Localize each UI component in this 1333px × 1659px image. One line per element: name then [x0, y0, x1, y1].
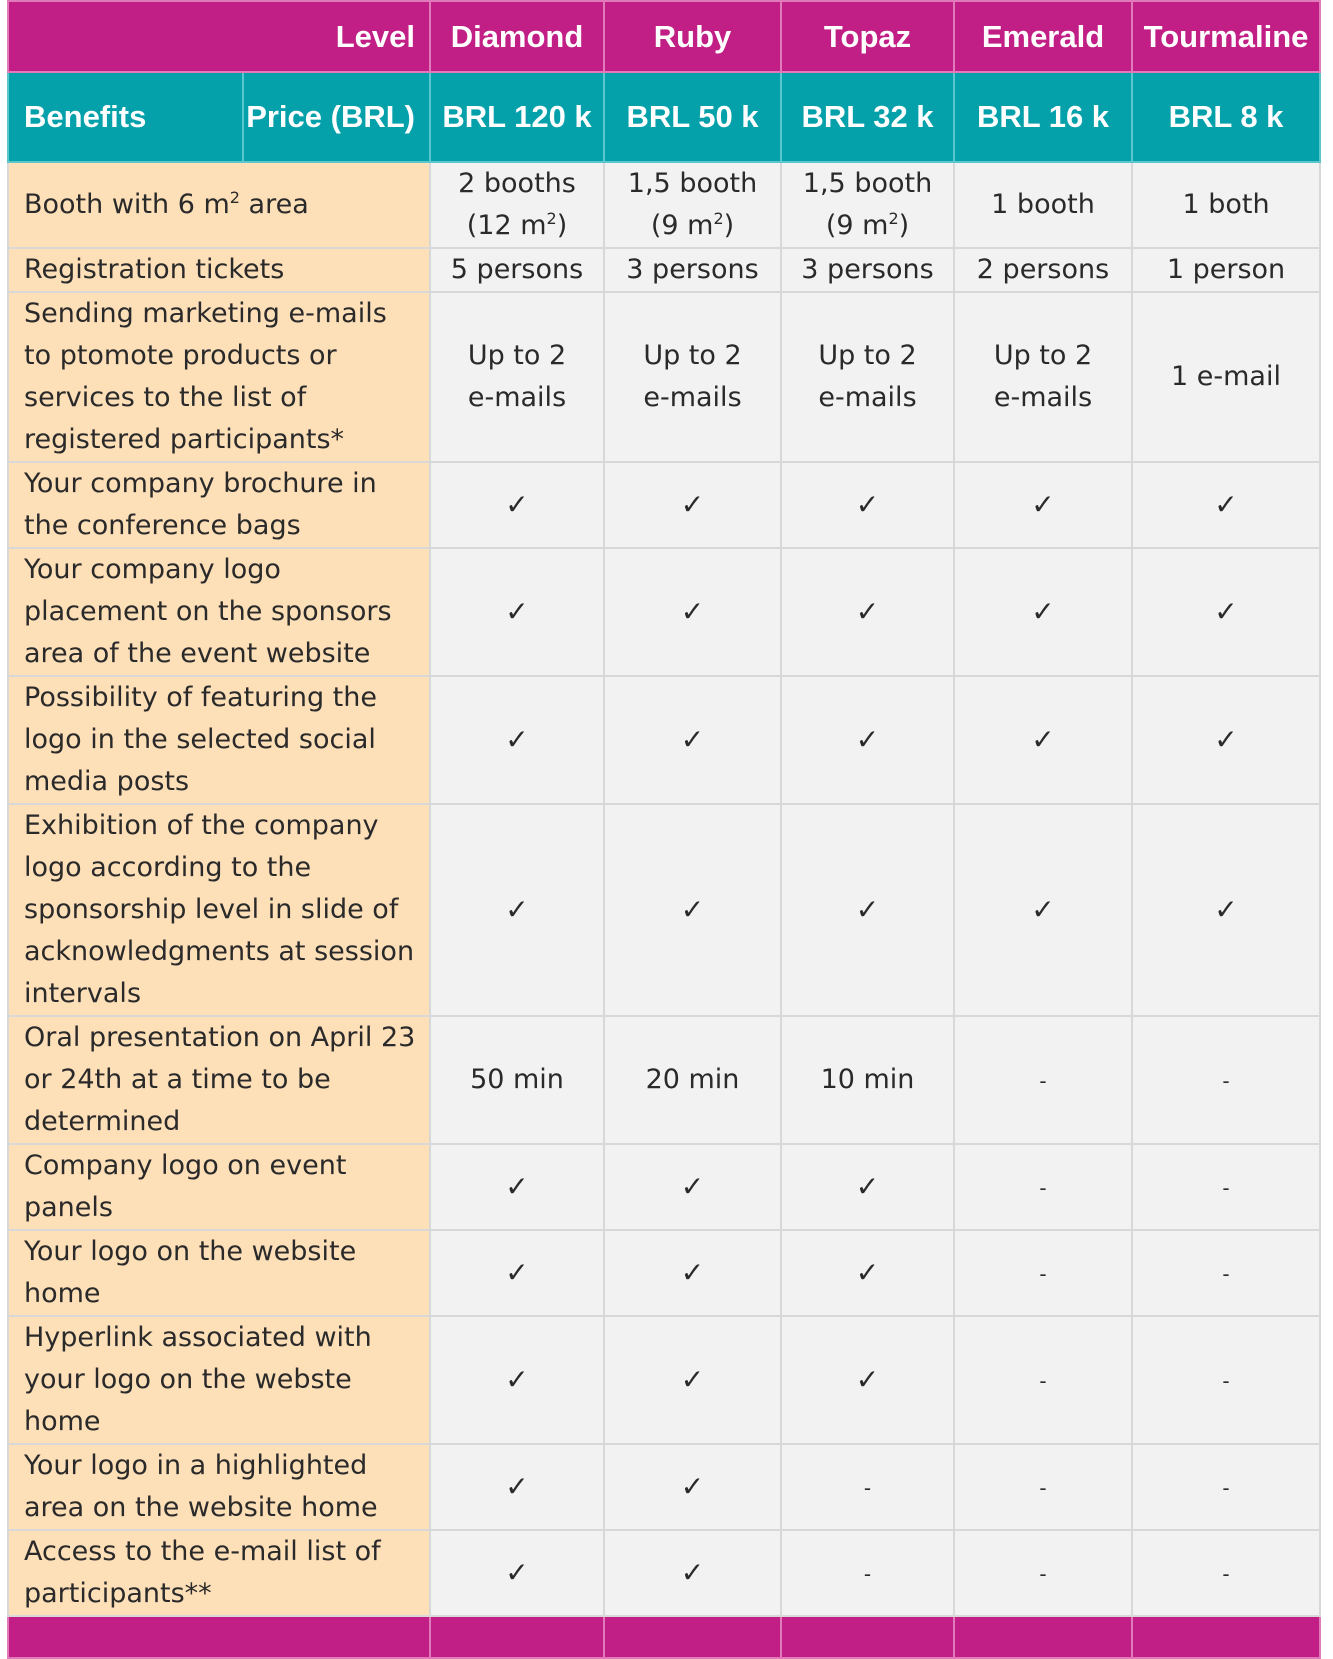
benefit-value	[954, 1144, 1132, 1230]
benefit-value	[604, 1144, 781, 1230]
benefit-value	[781, 1530, 954, 1616]
footer-cell	[781, 1616, 954, 1658]
benefit-value	[430, 548, 604, 676]
checkmark-icon: ✓	[855, 1255, 880, 1289]
value-text: 1 person	[1166, 254, 1286, 285]
benefit-value	[1132, 462, 1320, 548]
benefits-header: Benefits	[8, 72, 243, 162]
price-header-row	[8, 72, 1320, 162]
value-line: Up to 2	[818, 340, 917, 371]
benefit-row	[8, 162, 1320, 248]
benefit-value	[604, 162, 781, 248]
benefit-value	[1132, 1230, 1320, 1316]
value-text: )	[556, 210, 568, 241]
benefit-value	[430, 1144, 604, 1230]
benefit-value	[604, 804, 781, 1016]
value-text: )	[898, 210, 910, 241]
not-included-dash: -	[1039, 1368, 1047, 1393]
benefit-value	[604, 1530, 781, 1616]
checkmark-icon: ✓	[855, 487, 880, 521]
value-text: 5 persons	[450, 254, 584, 285]
benefit-value	[954, 1230, 1132, 1316]
price-tourmaline: BRL 8 k	[1132, 72, 1320, 162]
benefit-row	[8, 1444, 1320, 1530]
benefit-value	[604, 462, 781, 548]
benefit-value	[430, 162, 604, 248]
value-line: 1,5 booth	[627, 168, 758, 199]
benefit-value	[604, 1016, 781, 1144]
benefit-value	[604, 548, 781, 676]
checkmark-icon: ✓	[855, 1169, 880, 1203]
checkmark-icon: ✓	[680, 1555, 705, 1589]
benefit-row	[8, 292, 1320, 462]
value-line: e-mails	[818, 382, 917, 413]
benefit-value	[1132, 1530, 1320, 1616]
not-included-dash: -	[1039, 1068, 1047, 1093]
benefit-value	[430, 292, 604, 462]
checkmark-icon: ✓	[680, 1469, 705, 1503]
value-text: )	[723, 210, 735, 241]
footer-cell	[604, 1616, 781, 1658]
checkmark-icon: ✓	[505, 1255, 529, 1289]
benefit-value	[1132, 248, 1320, 292]
benefit-value	[604, 676, 781, 804]
benefit-label: Registration tickets	[8, 248, 430, 292]
benefit-label: Access to the e-mail list of participants**	[8, 1530, 430, 1616]
checkmark-icon: ✓	[1031, 722, 1055, 756]
benefit-value	[954, 1016, 1132, 1144]
benefit-row	[8, 676, 1320, 804]
value-line	[431, 205, 603, 247]
price-topaz: BRL 32 k	[781, 72, 954, 162]
checkmark-icon: ✓	[505, 722, 529, 756]
not-included-dash: -	[1039, 1475, 1047, 1500]
checkmark-icon: ✓	[505, 1555, 529, 1589]
value-line: 1,5 booth	[802, 168, 933, 199]
level-label: Level	[8, 1, 430, 72]
value-line	[605, 205, 780, 247]
value-line: 1 both	[1182, 189, 1270, 220]
price-diamond: BRL 120 k	[430, 72, 604, 162]
benefit-row	[8, 248, 1320, 292]
checkmark-icon: ✓	[505, 1362, 529, 1396]
level-emerald: Emerald	[954, 1, 1132, 72]
benefit-row	[8, 462, 1320, 548]
benefit-value	[781, 1316, 954, 1444]
benefit-row	[8, 548, 1320, 676]
benefit-value	[781, 162, 954, 248]
benefit-value	[954, 1316, 1132, 1444]
value-text: 10 min	[820, 1064, 915, 1095]
not-included-dash: -	[1222, 1068, 1230, 1093]
checkmark-icon: ✓	[680, 594, 705, 628]
checkmark-icon: ✓	[680, 1169, 705, 1203]
benefit-value	[954, 462, 1132, 548]
benefit-value	[430, 1016, 604, 1144]
benefit-value	[430, 1444, 604, 1530]
value-line: Up to 2	[467, 340, 567, 371]
benefit-value	[781, 1444, 954, 1530]
benefit-value	[954, 1530, 1132, 1616]
not-included-dash: -	[1222, 1561, 1230, 1586]
checkmark-icon: ✓	[680, 892, 705, 926]
level-tourmaline: Tourmaline	[1132, 1, 1320, 72]
value-text: (9 m	[650, 210, 714, 241]
checkmark-icon: ✓	[1031, 892, 1055, 926]
benefit-value	[954, 548, 1132, 676]
value-line	[782, 205, 953, 247]
footer-bar	[8, 1616, 1320, 1658]
not-included-dash: -	[1039, 1561, 1047, 1586]
checkmark-icon: ✓	[855, 722, 880, 756]
sponsorship-table	[7, 0, 1321, 1659]
checkmark-icon: ✓	[505, 892, 529, 926]
benefit-label: Sending marketing e-mails to ptomote products or services to the list of registered participants*	[8, 292, 430, 462]
benefit-value	[430, 248, 604, 292]
checkmark-icon: ✓	[680, 722, 705, 756]
benefit-value	[781, 548, 954, 676]
value-text: (9 m	[825, 210, 889, 241]
not-included-dash: -	[1222, 1368, 1230, 1393]
checkmark-icon: ✓	[1214, 722, 1238, 756]
benefit-row	[8, 1316, 1320, 1444]
footer-cell	[8, 1616, 430, 1658]
benefit-value	[1132, 162, 1320, 248]
checkmark-icon: ✓	[680, 1255, 705, 1289]
checkmark-icon: ✓	[855, 892, 880, 926]
superscript: 2	[888, 209, 899, 228]
value-text: 20 min	[645, 1064, 740, 1095]
benefit-value	[781, 676, 954, 804]
superscript: 2	[229, 188, 240, 207]
value-text: (12 m	[466, 210, 547, 241]
price-emerald: BRL 16 k	[954, 72, 1132, 162]
level-header-row	[8, 1, 1320, 72]
footer-cell	[430, 1616, 604, 1658]
benefit-value	[1132, 292, 1320, 462]
benefit-value	[781, 1016, 954, 1144]
benefit-value	[430, 1230, 604, 1316]
checkmark-icon: ✓	[505, 594, 529, 628]
benefit-value	[1132, 804, 1320, 1016]
benefit-label: Exhibition of the company logo according to the sponsorship level in slide of acknowledgments at session intervals	[8, 804, 430, 1016]
benefit-value	[430, 1316, 604, 1444]
benefit-value	[781, 462, 954, 548]
not-included-dash: -	[1222, 1261, 1230, 1286]
benefit-value	[781, 1230, 954, 1316]
value-text: 50 min	[470, 1064, 564, 1095]
footer-cell	[1132, 1616, 1320, 1658]
checkmark-icon: ✓	[1214, 487, 1238, 521]
benefit-value	[430, 462, 604, 548]
benefit-value	[781, 248, 954, 292]
checkmark-icon: ✓	[1031, 594, 1055, 628]
checkmark-icon: ✓	[855, 594, 880, 628]
checkmark-icon: ✓	[1214, 594, 1238, 628]
benefit-value	[430, 804, 604, 1016]
benefit-value	[604, 292, 781, 462]
checkmark-icon: ✓	[505, 1469, 529, 1503]
checkmark-icon: ✓	[855, 1362, 880, 1396]
checkmark-icon: ✓	[505, 487, 529, 521]
benefit-label: Your logo in a highlighted area on the website home	[8, 1444, 430, 1530]
not-included-dash: -	[863, 1475, 872, 1500]
value-line: e-mails	[643, 382, 742, 413]
benefit-label: Your company brochure in the conference bags	[8, 462, 430, 548]
value-text: 3 persons	[626, 254, 759, 285]
benefit-label: Hyperlink associated with your logo on the webste home	[8, 1316, 430, 1444]
price-ruby: BRL 50 k	[604, 72, 781, 162]
benefit-label	[8, 162, 430, 248]
benefit-value	[1132, 1144, 1320, 1230]
not-included-dash: -	[863, 1561, 872, 1586]
checkmark-icon: ✓	[680, 487, 705, 521]
benefit-value	[1132, 1016, 1320, 1144]
benefit-label: Your logo on the website home	[8, 1230, 430, 1316]
benefit-label: Possibility of featuring the logo in the selected social media posts	[8, 676, 430, 804]
benefit-row	[8, 804, 1320, 1016]
price-header: Price (BRL)	[243, 72, 430, 162]
level-topaz: Topaz	[781, 1, 954, 72]
benefit-value	[1132, 676, 1320, 804]
checkmark-icon: ✓	[680, 1362, 705, 1396]
footer-cell	[954, 1616, 1132, 1658]
benefit-value	[604, 1444, 781, 1530]
value-text: 2 persons	[976, 254, 1110, 285]
value-line: Up to 2	[643, 340, 742, 371]
benefit-value	[430, 1530, 604, 1616]
benefit-value	[1132, 1444, 1320, 1530]
benefit-text: area	[239, 189, 309, 220]
value-line: e-mails	[993, 382, 1093, 413]
checkmark-icon: ✓	[1031, 487, 1055, 521]
value-line: e-mails	[467, 382, 567, 413]
benefit-value	[604, 248, 781, 292]
level-diamond: Diamond	[430, 1, 604, 72]
benefit-row	[8, 1530, 1320, 1616]
checkmark-icon: ✓	[505, 1169, 529, 1203]
benefit-label: Company logo on event panels	[8, 1144, 430, 1230]
value-line: 2 booths	[458, 168, 576, 199]
benefit-value	[954, 292, 1132, 462]
benefit-row	[8, 1230, 1320, 1316]
benefit-value	[604, 1230, 781, 1316]
level-ruby: Ruby	[604, 1, 781, 72]
benefit-value	[954, 804, 1132, 1016]
benefit-label: Oral presentation on April 23 or 24th at a time to be determined	[8, 1016, 430, 1144]
not-included-dash: -	[1222, 1175, 1230, 1200]
benefit-label: Your company logo placement on the sponsors area of the event website	[8, 548, 430, 676]
benefit-value	[1132, 548, 1320, 676]
not-included-dash: -	[1039, 1175, 1047, 1200]
benefit-value	[954, 162, 1132, 248]
benefit-value	[1132, 1316, 1320, 1444]
benefit-value	[954, 676, 1132, 804]
not-included-dash: -	[1222, 1475, 1230, 1500]
value-line: Up to 2	[993, 340, 1093, 371]
benefit-value	[604, 1316, 781, 1444]
superscript: 2	[546, 209, 557, 228]
benefit-row	[8, 1144, 1320, 1230]
value-line: 1 e-mail	[1171, 361, 1281, 392]
benefit-value	[954, 248, 1132, 292]
value-text: 3 persons	[801, 254, 934, 285]
value-line: 1 booth	[991, 189, 1095, 220]
benefit-text: Booth with 6 m	[24, 189, 230, 220]
not-included-dash: -	[1039, 1261, 1047, 1286]
benefit-value	[781, 804, 954, 1016]
superscript: 2	[713, 209, 724, 228]
benefit-value	[430, 676, 604, 804]
benefit-value	[781, 1144, 954, 1230]
benefit-row	[8, 1016, 1320, 1144]
checkmark-icon: ✓	[1214, 892, 1238, 926]
benefit-value	[781, 292, 954, 462]
benefit-value	[954, 1444, 1132, 1530]
